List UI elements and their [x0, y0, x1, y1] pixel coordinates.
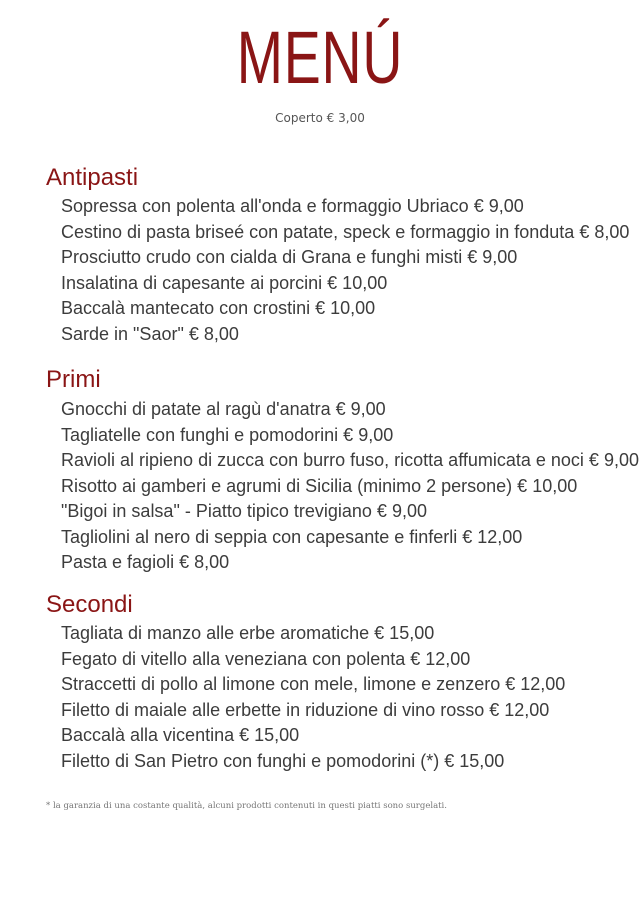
section-primi: Primi	[46, 366, 101, 393]
menu-item: Pasta e fagioli € 8,00	[61, 552, 230, 572]
menu-item: Tagliatelle con funghi e pomodorini € 9,00	[61, 424, 394, 445]
menu-item: Baccalà alla vicentina € 15,00	[61, 725, 300, 745]
secondi-list	[61, 621, 565, 774]
menu-item: Sarde in "Saor" € 8,00	[61, 323, 239, 344]
footnote: * la garanzia di una costante qualità, alcuni prodotti contenuti in questi piatti sono surgelati.	[46, 801, 447, 811]
menu-item: Cestino di pasta briseé con patate, speck e formaggio in fonduta € 8,00	[61, 221, 630, 242]
menu-item: Gnocchi di patate al ragù d'anatra € 9,00	[61, 399, 386, 419]
menu-item: Straccetti di pollo al limone con mele, limone e zenzero € 12,00	[61, 674, 566, 694]
antipasti-list	[61, 194, 629, 347]
menu-item: Filetto di San Pietro con funghi e pomodorini (*) € 15,00	[61, 750, 505, 771]
menu-title: MENÚ	[236, 16, 404, 99]
menu-item: Prosciutto crudo con cialda di Grana e funghi misti € 9,00	[61, 247, 518, 267]
menu-item: Risotto ai gamberi e agrumi di Sicilia (minimo 2 persone) € 10,00	[61, 475, 578, 496]
menu-item: Insalatina di capesante ai porcini € 10,00	[61, 272, 388, 293]
primi-list	[61, 397, 639, 576]
menu-item: "Bigoi in salsa" - Piatto tipico trevigiano € 9,00	[61, 501, 427, 521]
section-secondi: Secondi	[46, 591, 133, 618]
menu-item: Tagliolini al nero di seppia con capesante e finferli € 12,00	[61, 526, 523, 547]
menu-item: Tagliata di manzo alle erbe aromatiche € 15,00	[61, 623, 435, 643]
menu-item: Baccalà mantecato con crostini € 10,00	[61, 298, 376, 318]
coperto-price: Coperto € 3,00	[275, 111, 365, 125]
menu-item: Fegato di vitello alla veneziana con polenta € 12,00	[61, 648, 471, 669]
menu-item: Sopressa con polenta all'onda e formaggio Ubriaco € 9,00	[61, 196, 524, 216]
section-antipasti: Antipasti	[46, 164, 139, 191]
menu-item: Filetto di maiale alle erbette in riduzione di vino rosso € 12,00	[61, 699, 550, 720]
menu-item: Ravioli al ripieno di zucca con burro fuso, ricotta affumicata e noci € 9,00	[61, 450, 639, 470]
